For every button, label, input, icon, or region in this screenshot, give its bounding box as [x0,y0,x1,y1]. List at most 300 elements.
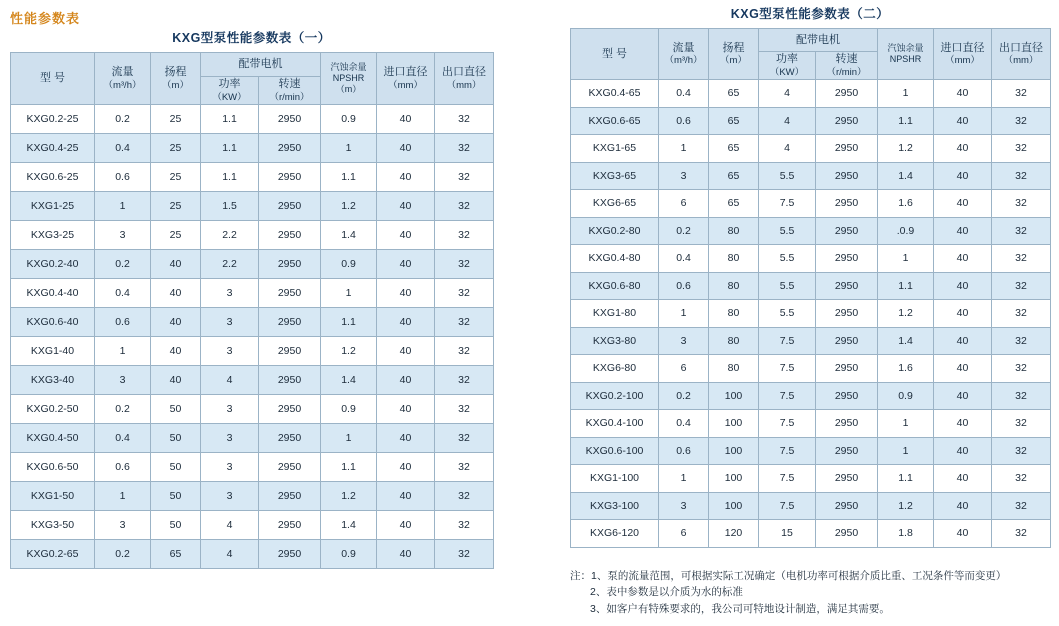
table-cell: 1.2 [878,300,934,328]
left-performance-table [10,52,494,569]
table-cell: KXG1-40 [11,337,95,366]
table-cell: 32 [435,221,494,250]
table-cell: KXG0.6-100 [571,437,659,465]
table-cell: 2950 [259,395,321,424]
table-cell: 100 [709,437,759,465]
header-inlet-diameter: 进口直径 （mm） [377,53,435,105]
table-cell: 0.4 [95,134,151,163]
table-cell: 2950 [816,300,878,328]
table-cell: 4 [759,80,816,108]
table-cell: KXG0.6-65 [571,107,659,135]
table-cell: KXG0.2-100 [571,382,659,410]
table-cell: 40 [377,163,435,192]
header-flow: 流量 （m³/h） [659,29,709,80]
table-cell: 40 [934,437,992,465]
table-cell: KXG3-65 [571,162,659,190]
table-cell: 1.4 [878,327,934,355]
table-cell: 4 [201,366,259,395]
table-cell: 2950 [816,272,878,300]
table-cell: 2950 [259,192,321,221]
table-row [571,107,1051,135]
table-cell: 40 [377,192,435,221]
table-cell: KXG3-50 [11,511,95,540]
table-cell: 1.4 [321,221,377,250]
table-cell: 2950 [816,492,878,520]
table-cell: 5.5 [759,272,816,300]
table-cell: 2950 [816,162,878,190]
table-cell: 32 [992,80,1051,108]
table-cell: 40 [151,308,201,337]
table-cell: KXG1-25 [11,192,95,221]
table-cell: 50 [151,424,201,453]
table-cell: 2950 [816,382,878,410]
table-cell: KXG6-80 [571,355,659,383]
table-row [11,482,494,511]
table-cell: 3 [201,308,259,337]
table-row [571,492,1051,520]
table-row [571,190,1051,218]
table-cell: 4 [201,511,259,540]
table-cell: 32 [992,520,1051,548]
table-cell: 32 [992,410,1051,438]
table-cell: 65 [151,540,201,569]
table-cell: 25 [151,163,201,192]
table-cell: 80 [709,327,759,355]
table-cell: 0.9 [321,250,377,279]
table-cell: 100 [709,410,759,438]
table-cell: 2950 [259,279,321,308]
table-cell: 100 [709,492,759,520]
table-cell: 80 [709,300,759,328]
table-cell: 2950 [259,221,321,250]
table-cell: 32 [992,272,1051,300]
header-flow: 流量 （m³/h） [95,53,151,105]
table-cell: KXG0.4-50 [11,424,95,453]
table-cell: 2950 [259,134,321,163]
table-cell: 32 [435,424,494,453]
table-cell: 50 [151,511,201,540]
header-head: 扬程 （m） [709,29,759,80]
table-cell: 7.5 [759,327,816,355]
header-npshr: 汽蚀余量 NPSHR [878,29,934,80]
table-cell: 5.5 [759,245,816,273]
table-cell: 40 [934,300,992,328]
table-cell: 2950 [259,366,321,395]
table-cell: 0.9 [321,105,377,134]
table-cell: 40 [934,107,992,135]
table-cell: 0.9 [321,540,377,569]
table-cell: 40 [377,424,435,453]
table-cell: 2950 [816,437,878,465]
table-cell: 40 [151,279,201,308]
table-cell: KXG6-120 [571,520,659,548]
table-cell: 3 [201,279,259,308]
table-cell: 15 [759,520,816,548]
table-cell: 1 [659,135,709,163]
table-header-row [571,29,1051,52]
table-row [11,308,494,337]
table-cell: 2950 [259,453,321,482]
table-cell: KXG3-25 [11,221,95,250]
table-cell: 40 [934,520,992,548]
header-outlet-diameter: 出口直径 （mm） [992,29,1051,80]
table-row [571,300,1051,328]
table-cell: 1 [95,337,151,366]
header-inlet-diameter: 进口直径 （mm） [934,29,992,80]
table-cell: 2950 [259,511,321,540]
table-row [571,382,1051,410]
page-title: 性能参数表 [10,11,81,26]
table-cell: 40 [377,308,435,337]
table-cell: 40 [934,327,992,355]
table-cell: 6 [659,520,709,548]
table-cell: 1 [321,424,377,453]
table-cell: 4 [759,107,816,135]
table-cell: 32 [435,395,494,424]
table-row [11,250,494,279]
table-cell: 65 [709,190,759,218]
table-cell: 40 [377,105,435,134]
table-cell: KXG0.4-80 [571,245,659,273]
table-cell: 1 [659,465,709,493]
table-cell: KXG1-100 [571,465,659,493]
table-cell: 2950 [259,337,321,366]
table-row [571,272,1051,300]
table-row [571,520,1051,548]
table-cell: 80 [709,245,759,273]
table-cell: 4 [759,135,816,163]
table-cell: 1.2 [321,337,377,366]
notes-block [570,568,1050,617]
table-cell: 32 [435,134,494,163]
table-cell: 32 [992,382,1051,410]
table-row [11,105,494,134]
table-cell: 2950 [259,308,321,337]
table-cell: 7.5 [759,465,816,493]
table-row [571,80,1051,108]
table-row [571,355,1051,383]
table-cell: 7.5 [759,492,816,520]
table-cell: 2950 [259,424,321,453]
table-cell: 7.5 [759,410,816,438]
table-cell: 1.6 [878,190,934,218]
table-cell: 2950 [816,217,878,245]
table-cell: 32 [435,511,494,540]
table-cell: 40 [377,134,435,163]
table-row [571,217,1051,245]
table-cell: 32 [435,366,494,395]
table-cell: KXG1-65 [571,135,659,163]
table-row [11,337,494,366]
table-cell: 1.4 [321,511,377,540]
table-cell: 25 [151,221,201,250]
table-cell: 0.2 [95,540,151,569]
table-row [11,453,494,482]
table-cell: KXG3-100 [571,492,659,520]
table-cell: 1.4 [878,162,934,190]
table-cell: 2950 [816,465,878,493]
table-cell: 3 [201,337,259,366]
table-cell: 2.2 [201,250,259,279]
table-cell: 40 [377,337,435,366]
header-motor: 配带电机 [759,29,878,52]
table-cell: KXG1-80 [571,300,659,328]
table-cell: 5.5 [759,300,816,328]
table-cell: KXG0.6-50 [11,453,95,482]
table-cell: 40 [934,382,992,410]
header-model: 型 号 [11,53,95,105]
table-row [571,162,1051,190]
table-cell: 0.4 [659,245,709,273]
table-cell: 32 [435,453,494,482]
table-cell: 32 [992,437,1051,465]
table-row [571,465,1051,493]
table-cell: 0.2 [95,395,151,424]
note-line-2: 2、表中参数是以介质为水的标准 [590,586,743,599]
table-cell: 3 [95,511,151,540]
table-cell: KXG1-50 [11,482,95,511]
table-cell: 2950 [259,540,321,569]
table-cell: 25 [151,134,201,163]
table-cell: 32 [992,190,1051,218]
table-cell: 32 [435,337,494,366]
header-outlet-diameter: 出口直径 （mm） [435,53,494,105]
table-cell: 32 [435,279,494,308]
table-row [571,437,1051,465]
table-cell: 2950 [259,250,321,279]
table-cell: 1.5 [201,192,259,221]
table-cell: 6 [659,190,709,218]
table-cell: 32 [435,482,494,511]
table-row [11,192,494,221]
table-cell: 1.1 [878,465,934,493]
table-cell: 1.1 [878,272,934,300]
table-cell: 1 [321,134,377,163]
table-cell: 0.4 [659,80,709,108]
right-table-caption: KXG型泵性能参数表（二） [730,7,890,21]
table-cell: 0.2 [659,382,709,410]
table-cell: 1.2 [878,135,934,163]
table-cell: 65 [709,135,759,163]
table-cell: 40 [377,453,435,482]
table-cell: 32 [435,540,494,569]
table-cell: 32 [992,135,1051,163]
table-row [11,134,494,163]
table-cell: 1.1 [201,163,259,192]
table-cell: 1 [659,300,709,328]
left-table-panel [10,28,493,569]
table-cell: 6 [659,355,709,383]
table-header-row [11,53,494,77]
table-cell: 0.4 [95,424,151,453]
header-model: 型 号 [571,29,659,80]
table-cell: 32 [992,355,1051,383]
table-cell: 2950 [816,107,878,135]
table-cell: 40 [934,162,992,190]
table-cell: 80 [709,272,759,300]
table-cell: 40 [377,221,435,250]
left-table-caption: KXG型泵性能参数表（一） [172,31,331,45]
table-cell: 50 [151,482,201,511]
table-cell: 65 [709,107,759,135]
note-line-1: 注：1、泵的流量范围，可根据实际工况确定（电机功率可根据介质比重、工况条件等而变更） [570,570,1007,582]
table-cell: 1.1 [321,163,377,192]
table-cell: 0.2 [95,105,151,134]
table-cell: 80 [709,217,759,245]
table-cell: 3 [201,453,259,482]
table-cell: 1.2 [321,482,377,511]
table-row [11,540,494,569]
table-row [571,135,1051,163]
table-cell: 40 [934,410,992,438]
table-cell: 80 [709,355,759,383]
table-cell: 7.5 [759,355,816,383]
table-cell: 3 [201,424,259,453]
table-cell: 0.6 [659,437,709,465]
table-row [571,245,1051,273]
table-cell: 0.6 [659,272,709,300]
table-cell: 40 [377,511,435,540]
header-motor: 配带电机 [201,53,321,77]
table-cell: 32 [992,327,1051,355]
table-cell: 40 [934,80,992,108]
table-cell: 1.1 [878,107,934,135]
table-cell: 0.4 [659,410,709,438]
table-cell: 32 [992,492,1051,520]
table-cell: 40 [934,465,992,493]
table-cell: 1 [95,192,151,221]
table-cell: KXG6-65 [571,190,659,218]
table-cell: .0.9 [878,217,934,245]
table-cell: 2950 [816,190,878,218]
table-cell: 40 [377,279,435,308]
table-cell: 40 [934,135,992,163]
table-cell: 1.1 [201,134,259,163]
table-cell: 25 [151,192,201,221]
table-cell: KXG0.6-25 [11,163,95,192]
table-cell: 40 [151,337,201,366]
left-table-body [11,105,494,569]
right-table-panel [570,4,1050,548]
table-cell: 1.4 [321,366,377,395]
table-cell: 1.2 [878,492,934,520]
table-cell: 40 [151,366,201,395]
table-cell: 4 [201,540,259,569]
table-cell: KXG0.2-25 [11,105,95,134]
header-head: 扬程 （m） [151,53,201,105]
note-line-3: 3、如客户有特殊要求的，我公司可特地设计制造，满足其需要。 [590,602,890,615]
table-cell: 40 [377,366,435,395]
table-row [11,395,494,424]
table-row [11,424,494,453]
table-cell: 25 [151,105,201,134]
table-cell: 40 [934,217,992,245]
table-cell: 2950 [816,520,878,548]
table-cell: 40 [151,250,201,279]
table-cell: 65 [709,162,759,190]
table-cell: 3 [95,221,151,250]
table-cell: KXG0.6-80 [571,272,659,300]
table-cell: 3 [95,366,151,395]
table-cell: 1 [321,279,377,308]
table-row [11,511,494,540]
table-cell: 100 [709,382,759,410]
table-cell: 0.9 [321,395,377,424]
table-cell: 5.5 [759,162,816,190]
table-cell: 0.2 [659,217,709,245]
table-cell: 40 [377,482,435,511]
table-cell: KXG0.2-50 [11,395,95,424]
table-cell: 1.6 [878,355,934,383]
table-cell: 32 [435,250,494,279]
table-cell: 40 [934,272,992,300]
table-cell: 1 [878,437,934,465]
table-cell: KXG0.2-65 [11,540,95,569]
table-cell: 0.6 [95,453,151,482]
table-cell: 40 [377,250,435,279]
table-cell: 32 [992,217,1051,245]
table-cell: 2950 [816,135,878,163]
table-cell: 40 [934,492,992,520]
table-cell: 1.2 [321,192,377,221]
table-cell: 1 [95,482,151,511]
table-cell: 2.2 [201,221,259,250]
table-cell: 32 [992,162,1051,190]
table-cell: 40 [934,245,992,273]
table-cell: 0.9 [878,382,934,410]
header-power: 功率 （KW） [759,52,816,80]
table-cell: 40 [377,395,435,424]
table-row [11,163,494,192]
table-cell: KXG0.2-80 [571,217,659,245]
table-cell: 2950 [259,482,321,511]
table-cell: KXG3-40 [11,366,95,395]
table-cell: 0.6 [95,308,151,337]
table-cell: 50 [151,395,201,424]
table-row [11,366,494,395]
table-cell: 0.6 [95,163,151,192]
right-performance-table [570,28,1051,548]
table-cell: 1 [878,410,934,438]
table-cell: 3 [201,395,259,424]
table-cell: 32 [992,245,1051,273]
table-cell: 0.4 [95,279,151,308]
table-cell: 2950 [259,105,321,134]
header-power: 功率 （KW） [201,77,259,105]
table-cell: 2950 [816,80,878,108]
table-cell: 7.5 [759,190,816,218]
table-cell: 32 [435,163,494,192]
table-cell: 3 [659,327,709,355]
table-cell: 100 [709,465,759,493]
table-cell: 1.1 [321,453,377,482]
table-cell: 32 [992,300,1051,328]
table-cell: 0.6 [659,107,709,135]
table-row [11,279,494,308]
table-cell: 3 [659,162,709,190]
table-cell: 1 [878,80,934,108]
table-cell: 7.5 [759,437,816,465]
table-cell: KXG0.4-40 [11,279,95,308]
table-cell: 40 [377,540,435,569]
table-cell: 32 [992,465,1051,493]
table-cell: KXG0.4-65 [571,80,659,108]
table-cell: 120 [709,520,759,548]
table-cell: 40 [934,190,992,218]
table-cell: 32 [435,308,494,337]
table-cell: 2950 [259,163,321,192]
table-cell: KXG0.6-40 [11,308,95,337]
